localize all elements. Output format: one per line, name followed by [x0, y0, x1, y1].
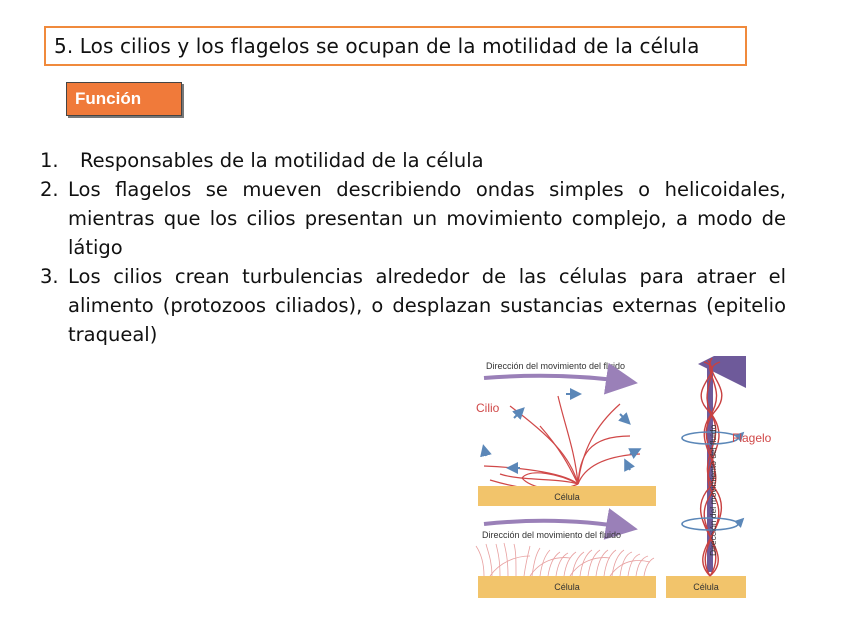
list-item-number: 3. — [40, 265, 59, 288]
right-cell-label: Célula — [693, 582, 719, 592]
function-tag — [66, 82, 182, 116]
flagelo-label: Flagelo — [732, 431, 772, 445]
epithelial-cilia — [476, 543, 654, 576]
cilio-label: Cilio — [476, 401, 500, 415]
top-fluid-arrow — [484, 376, 630, 382]
flagellum-fluid-label: Dirección del movimiento del fluido — [708, 424, 718, 556]
list-item-text: Los cilios crean turbulencias alrededor de las células para atraer el alimento (protozoos ciliados), o desplazan sustancias externas (epitelio traqueal) — [68, 265, 786, 346]
bottom-fluid-label: Dirección del movimiento del fluido — [482, 530, 622, 540]
slide-title — [44, 26, 747, 66]
cilia-flagella-diagram — [470, 356, 780, 604]
slide-title-text: 5. Los cilios y los flagelos se ocupan de la motilidad de la célula — [54, 34, 700, 58]
motion-arrows — [484, 394, 638, 470]
bottom-cell-label: Célula — [554, 582, 580, 592]
diagram-svg — [470, 356, 780, 604]
function-list — [38, 146, 786, 349]
list-item — [38, 146, 786, 175]
bottom-fluid-arrow — [484, 521, 630, 528]
list-item — [38, 175, 786, 262]
list-item — [38, 262, 786, 349]
list-item-number: 2. — [40, 178, 59, 201]
list-item-text: Responsables de la motilidad de la célula — [80, 149, 484, 172]
top-fluid-label: Dirección del movimiento del fluido — [486, 361, 626, 371]
function-tag-label: Función — [75, 89, 142, 108]
list-item-text: Los flagelos se mueven describiendo ondas simples o helicoidales, mientras que los cilios presentan un movimiento complejo, a modo de látigo — [68, 178, 786, 259]
list-item-number: 1. — [40, 149, 59, 172]
top-cell-label: Célula — [554, 492, 580, 502]
cilium-beat-strokes — [484, 396, 640, 490]
